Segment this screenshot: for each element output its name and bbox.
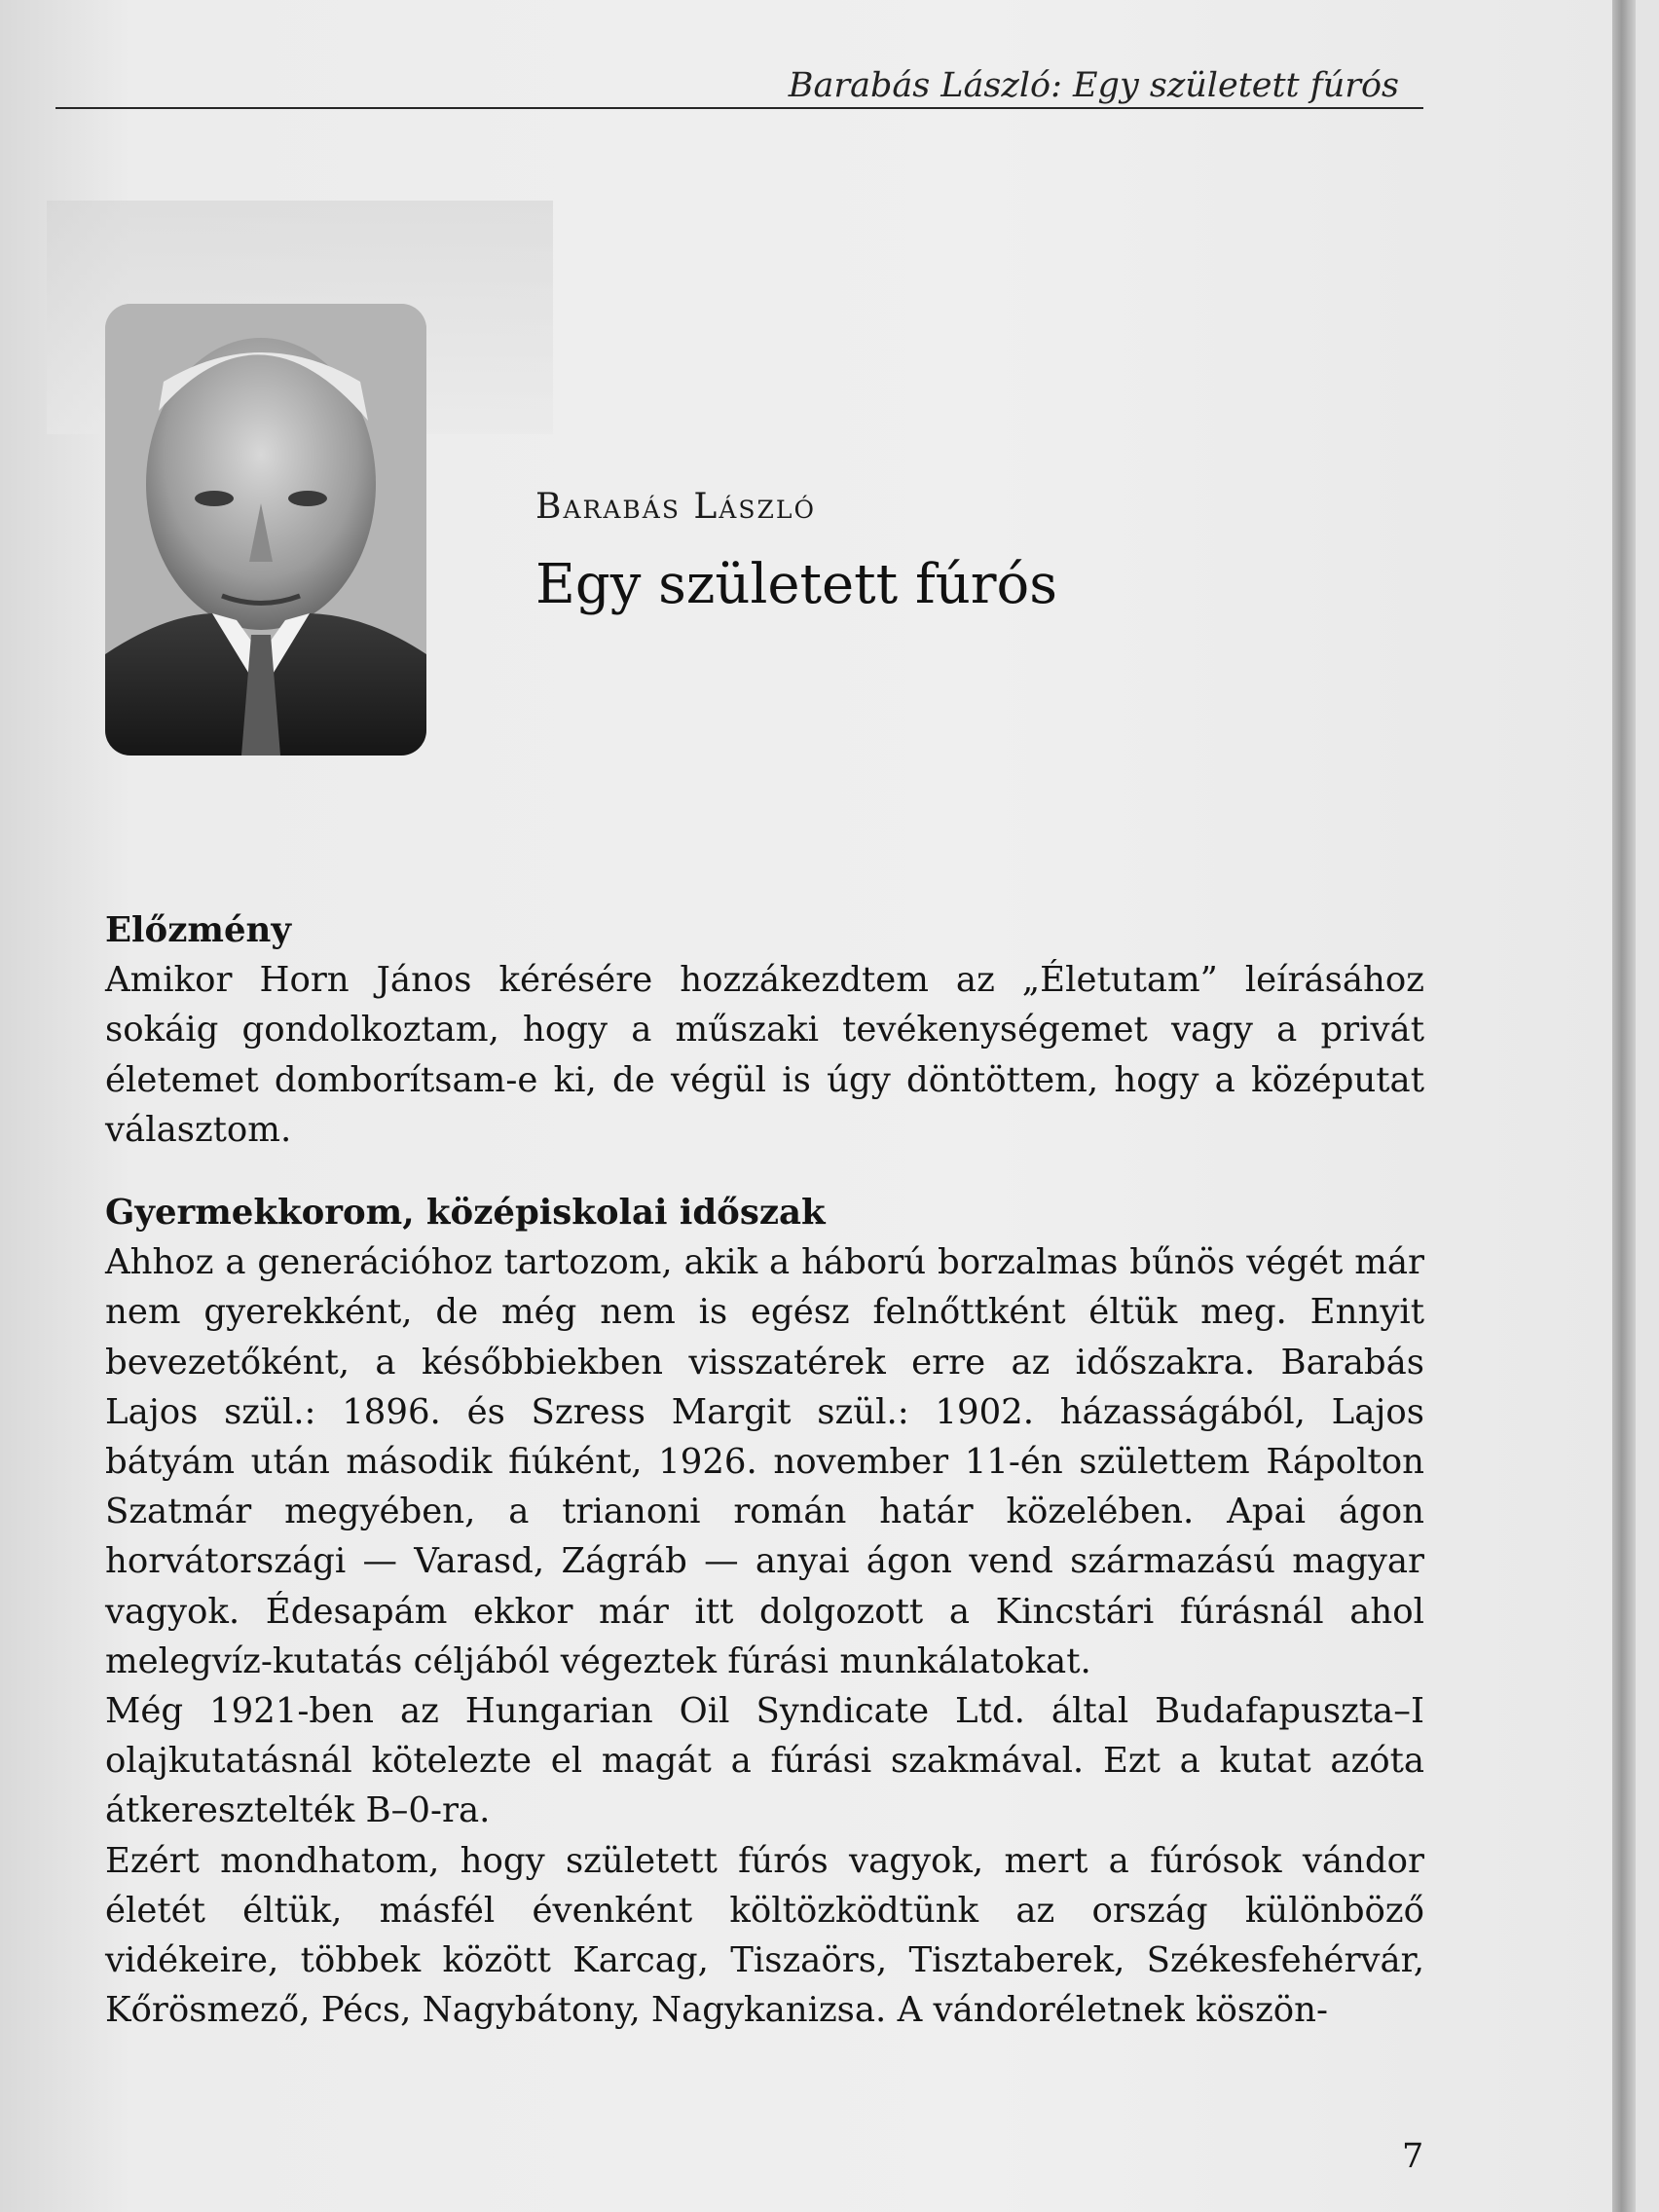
section-heading: Előzmény (105, 910, 291, 950)
paragraph: Amikor Horn János kérésére hozzákezdtem az „Életutam” leírásához sokáig gondolkoztam, hogy a műszaki tevékenységemet vagy a privát életemet domborítsam-e ki, de végül is úgy döntöttem, hogy a középutat választom. (105, 960, 1424, 1150)
running-head: Barabás László: Egy született fúrós (788, 66, 1399, 105)
paragraph: Ahhoz a generációhoz tartozom, akik a háború borzalmas bűnös végét már nem gyerekként, de még nem is egész felnőttként éltük meg. Ennyit bevezetőként, a későbbiekben visszatérek erre az időszakra. Barabás Lajos szül.: 1896. és Szress Margit szül.: 1902. házasságából, Lajos bátyám után második fiúként, 1926. november 11-én születtem Rápolton Szatmár megyében, a trianoni román határ közelében. Apai ágon horvátországi — Varasd, Zágráb — anyai ágon vend származású magyar vagyok. Édesapám ekkor már itt dolgozott a Kincstári fúrásnál ahol melegvíz-kutatás céljából végeztek fúrási munkálatokat. (105, 1242, 1424, 1681)
author-portrait (105, 304, 426, 756)
paragraph: Ezért mondhatom, hogy született fúrós vagyok, mert a fúrósok vándor életét éltük, másfél évenként költözködtünk az ország különböző vidékeire, többek között Karcag, Tiszaörs, Tisztaberek, Székesfehérvár, Kőrösmező, Pécs, Nagybátony, Nagykanizsa. A vándoréletnek köszön- (105, 1840, 1424, 2031)
paragraph: Még 1921-ben az Hungarian Oil Syndicate Ltd. által Budafapuszta–I olajkutatásnál kötelezte el magát a fúrási szakmával. Ezt a kutat azóta átkeresztelték B–0-ra. (105, 1691, 1424, 1831)
section-heading: Gyermekkorom, középiskolai időszak (105, 1193, 826, 1234)
article-title: Egy született fúrós (535, 553, 1057, 616)
header-rule (55, 107, 1423, 109)
page-number: 7 (1402, 2137, 1424, 2176)
page-edge (1612, 0, 1636, 2212)
article-body (105, 905, 1424, 2035)
portrait-photo-icon (105, 304, 426, 756)
article-author: Barabás László (535, 487, 816, 527)
